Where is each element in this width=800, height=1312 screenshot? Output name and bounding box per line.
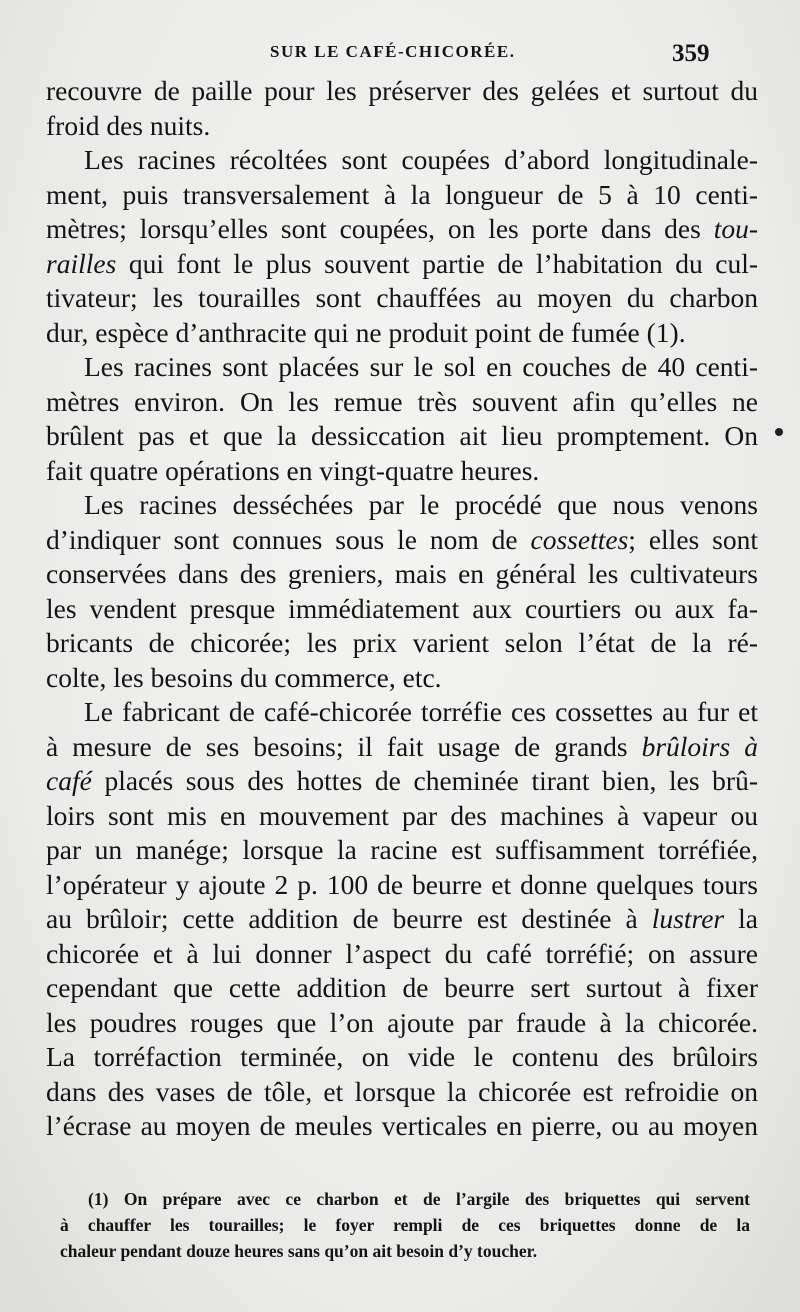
text-line: fait quatre opérations en vingt-quatre heures. [46,454,540,486]
text-line: La torréfaction terminée, on vide le contenu des brûloirs [46,1041,758,1072]
text-line: conservées dans des greniers, mais en général les cultivateurs [46,558,758,589]
text-line: loirs sont mis en mouvement par des machines à vapeur ou [46,799,758,831]
text-line: dur, espèce d’anthracite qui ne produit point de fumée (1). [46,316,686,348]
text-line: les poudres rouges que l’on ajoute par fraude à la chicorée. [46,1006,758,1038]
text-line: railles qui font le plus souvent partie de l’habitation du cul- [46,247,758,279]
running-head: SUR LE CAFÉ-CHICORÉE. [270,42,516,61]
footnote-line: (1) On prépare avec ce charbon et de l’argile des briquettes qui servent [88,1189,750,1209]
text-line: ment, puis transversalement à la longueur de 5 à 10 centi- [46,178,758,210]
text-line: chicorée et à lui donner l’aspect du café torréfié; on assure [46,937,758,969]
text-line: recouvre de paille pour les préserver des gelées et surtout du [46,75,758,106]
body-text [46,74,758,1144]
text-line: Le fabricant de café-chicorée torréfie ces cossettes au fur et [84,696,758,727]
text-line: par un manége; lorsque la racine est suffisamment torréfiée, [46,834,758,865]
text-line: bricants de chicorée; les prix varient selon l’état de la ré- [46,627,758,658]
text-line: froid des nuits. [46,109,211,141]
text-line: à mesure de ses besoins; il fait usage de grands brûloirs à [46,730,758,762]
text-line: d’indiquer sont connues sous le nom de cossettes; elles sont [46,523,758,555]
text-line: cependant que cette addition de beurre sert surtout à fixer [46,972,758,1003]
page-number: 359 [672,40,710,67]
text-line: les vendent presque immédiatement aux courtiers ou aux fa- [46,592,758,624]
footnote [60,1186,750,1264]
footnote-line: à chauffer les tourailles; le foyer rempli de ces briquettes donne de la [60,1215,750,1235]
ink-speck [775,428,783,436]
text-line: Les racines desséchées par le procédé que nous venons [84,489,758,520]
text-line: brûlent pas et que la dessiccation ait lieu promptement. On [46,420,758,451]
text-line: colte, les besoins du commerce, etc. [46,661,442,693]
text-line: l’opérateur y ajoute 2 p. 100 de beurre et donne quelques tours [46,868,758,900]
text-line: tivateur; les tourailles sont chauffées au moyen du charbon [46,282,758,313]
text-line: au brûloir; cette addition de beurre est destinée à lustrer la [46,903,758,934]
text-line: mètres; lorsqu’elles sont coupées, on les porte dans des tou- [46,213,758,244]
text-line: mètres environ. On les remue très souvent afin qu’elles ne [46,385,758,417]
text-line: café placés sous des hottes de cheminée tirant bien, les brû- [46,765,758,796]
text-line: l’écrase au moyen de meules verticales en pierre, ou au moyen [46,1110,758,1141]
footnote-line: chaleur pendant douze heures sans qu’on ait besoin d’y toucher. [60,1241,538,1261]
text-line: dans des vases de tôle, et lorsque la chicorée est refroidie on [46,1075,758,1107]
text-line: Les racines récoltées sont coupées d’abord longitudinale- [84,144,758,175]
text-line: Les racines sont placées sur le sol en couches de 40 centi- [84,351,758,382]
